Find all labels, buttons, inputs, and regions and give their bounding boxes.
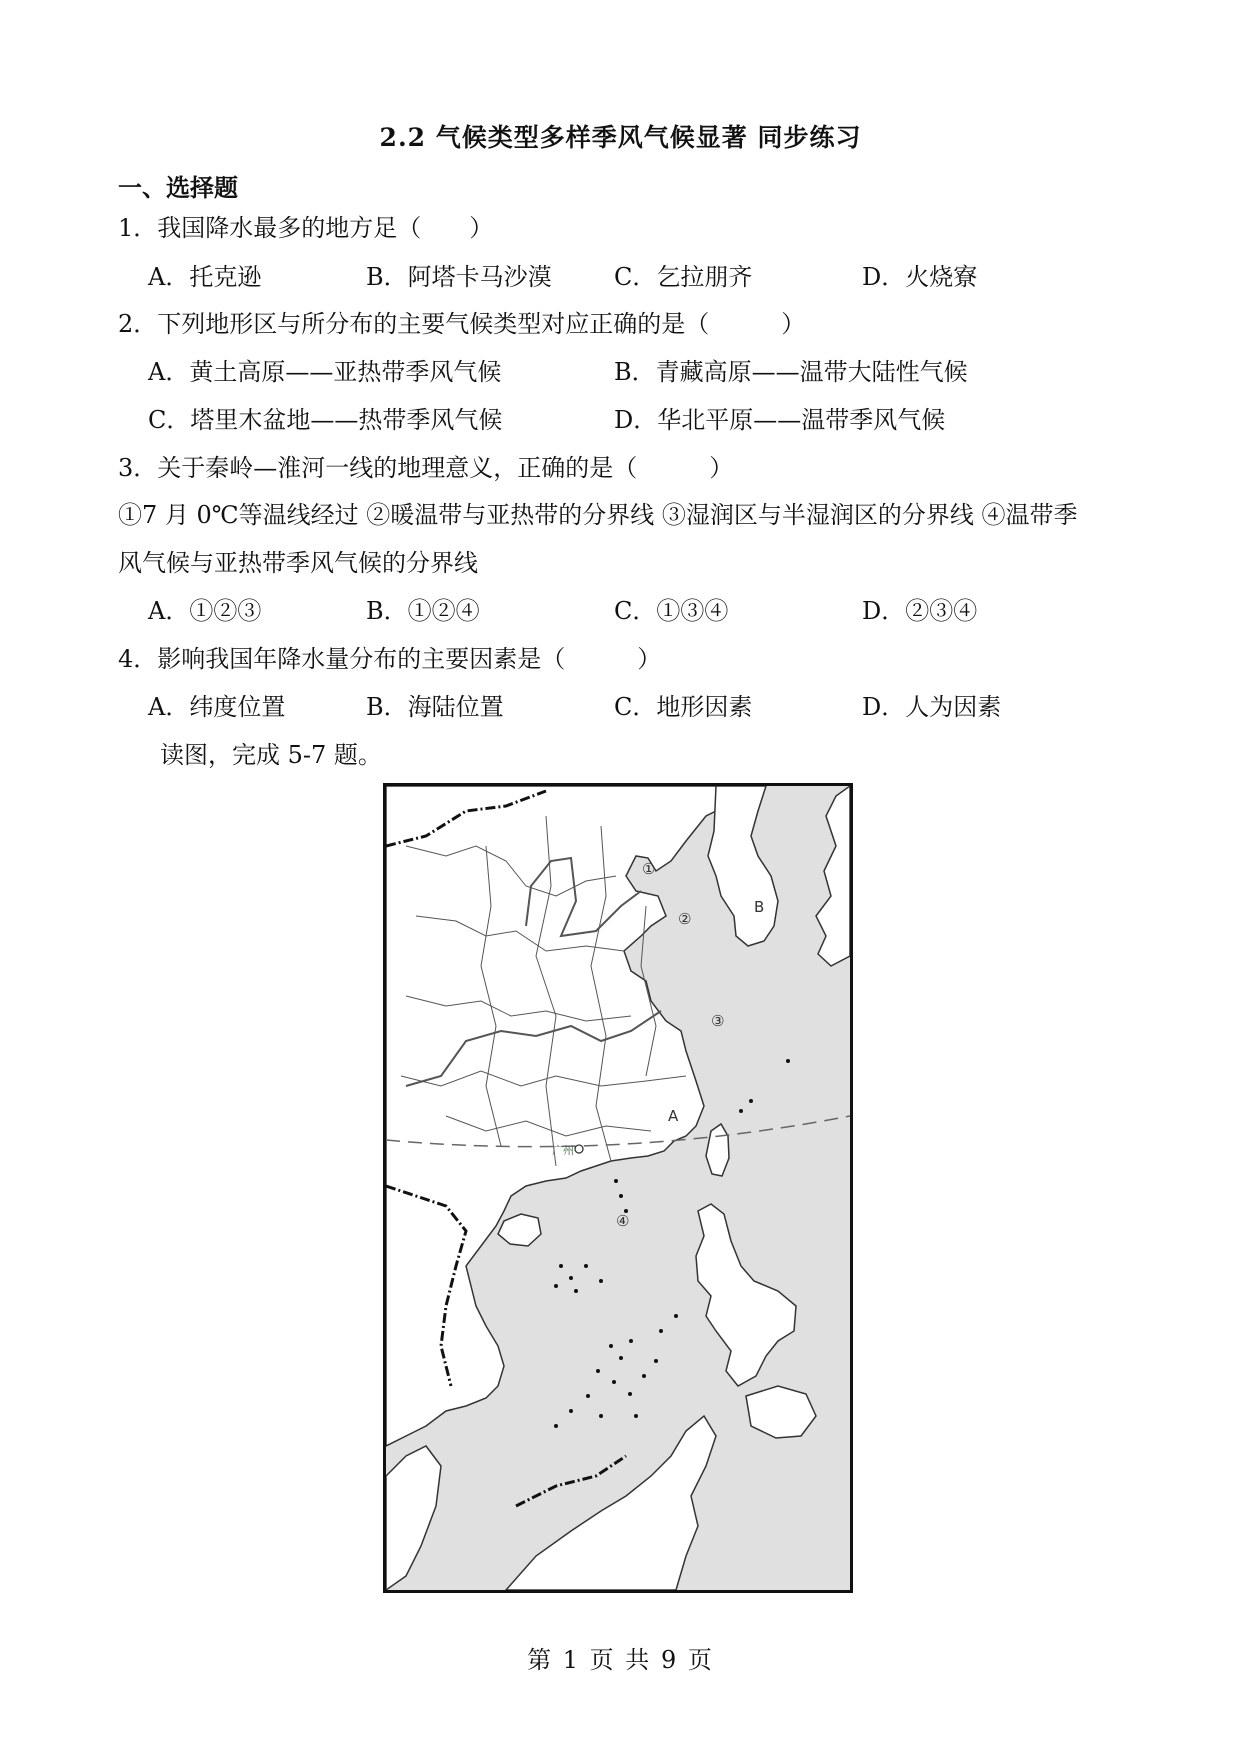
question-1-option-c: C．乞拉朋齐 [614,263,753,291]
question-2-option-a: A．黄土高原——亚热带季风气候 [148,358,502,386]
question-4-option-c: C．地形因素 [614,693,753,721]
map-label-sea-2: ② [678,910,692,928]
question-3-option-c: C．①③④ [614,597,729,625]
guangzhou-marker [575,1145,583,1153]
question-1-option-a: A．托克逊 [148,263,262,291]
question-4-option-d: D．人为因素 [862,693,1002,721]
question-3-option-a: A．①②③ [148,597,262,625]
question-2-option-b: B．青藏高原——温带大陆性气候 [614,358,968,386]
map-instruction: 读图，完成 5-7 题。 [160,741,382,769]
question-4-option-a: A．纬度位置 [148,693,286,721]
china-east-asia-map [386,786,850,1590]
question-1-option-b: B．阿塔卡马沙漠 [366,263,552,291]
question-3-statements-cont: 风气候与亚热带季风气候的分界线 [118,549,478,577]
question-3-statements: ①7 月 0℃等温线经过 ②暖温带与亚热带的分界线 ③湿润区与半湿润区的分界线 ④温带季 [118,501,1078,529]
question-1-option-d: D．火烧寮 [862,263,978,291]
question-3-option-b: B．①②④ [366,597,480,625]
page-footer: 第 1 页 共 9 页 [527,1646,714,1674]
question-2-option-c: C．塔里木盆地——热带季风气候 [148,406,503,434]
question-4-stem: 4．影响我国年降水量分布的主要因素是（ ） [118,645,662,673]
map-label-strait-a: A [668,1107,679,1125]
question-4-option-b: B．海陆位置 [366,693,504,721]
section-heading: 一、选择题 [118,173,238,202]
question-3-stem: 3．关于秦岭—淮河一线的地理意义，正确的是（ ） [118,454,734,482]
map-label-sea-1: ① [642,860,656,878]
page-title: 2.2 气候类型多样季风气候显著 同步练习 [379,123,862,152]
question-3-option-d: D．②③④ [862,597,978,625]
map-figure [383,783,853,1593]
map-label-city-guangzhou: 广州 [552,1144,574,1157]
question-1-stem: 1．我国降水最多的地方足（ ） [118,214,494,242]
map-label-sea-4: ④ [616,1212,630,1230]
question-2-stem: 2．下列地形区与所分布的主要气候类型对应正确的是（ ） [118,310,806,338]
map-label-korea-b: B [754,898,765,916]
map-label-sea-3: ③ [711,1012,725,1030]
question-2-option-d: D．华北平原——温带季风气候 [614,406,946,434]
